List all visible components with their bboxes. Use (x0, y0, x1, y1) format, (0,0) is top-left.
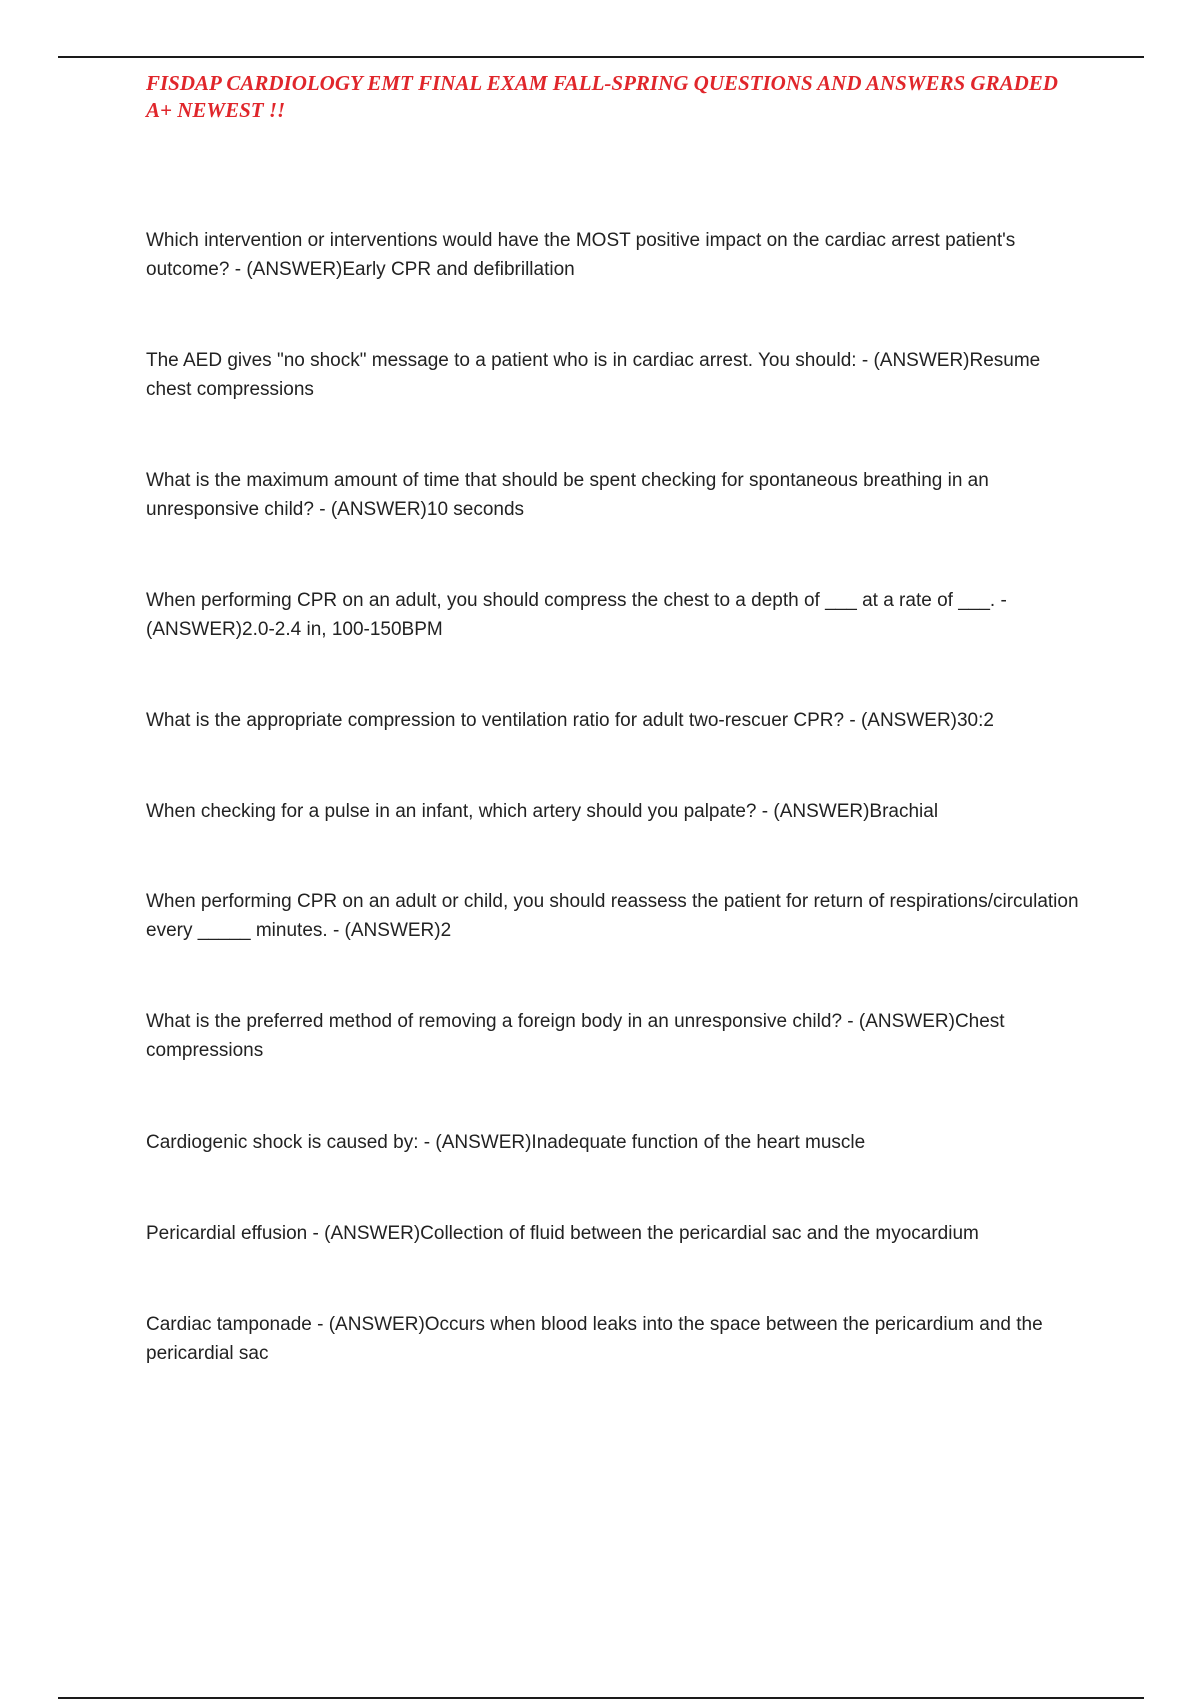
question-text: What is the maximum amount of time that should be spent checking for spontaneous breathing in an unresponsive child? - (146, 470, 989, 520)
qa-item-10 (146, 1219, 1086, 1248)
answer-text: (ANSWER)Occurs when blood leaks into the space between the pericardium and the pericardial sac (146, 1314, 1043, 1364)
top-rule (58, 56, 1144, 58)
question-text: When performing CPR on an adult, you should compress the chest to a depth of ___ at a rate of ___. - (146, 590, 1007, 611)
qa-item-3 (146, 466, 1086, 524)
question-text: Cardiogenic shock is caused by: - (146, 1132, 436, 1153)
question-text: The AED gives "no shock" message to a patient who is in cardiac arrest. You should: - (146, 350, 874, 371)
bottom-rule (58, 1697, 1144, 1699)
question-text: Pericardial effusion - (146, 1223, 325, 1244)
answer-text: (ANSWER)2 (344, 920, 452, 941)
answer-text: (ANSWER)30:2 (860, 710, 994, 731)
question-text: When checking for a pulse in an infant, which artery should you palpate? - (146, 801, 774, 822)
question-text: Which intervention or interventions would have the MOST positive impact on the cardiac arrest patient's outcome? - (146, 230, 1016, 280)
question-text: What is the preferred method of removing a foreign body in an unresponsive child? - (146, 1011, 859, 1032)
qa-item-7 (146, 887, 1086, 945)
document-title: FISDAP CARDIOLOGY EMT FINAL EXAM FALL-SPRING QUESTIONS AND ANSWERS GRADED A+ NEWEST !! (146, 71, 1058, 122)
qa-item-6 (146, 797, 1086, 826)
qa-item-1 (146, 226, 1086, 284)
question-text: When performing CPR on an adult or child, you should reassess the patient for return of respirations/circulation every _____ minutes. - (146, 891, 1079, 941)
answer-text: (ANSWER)Inadequate function of the heart muscle (435, 1132, 866, 1153)
answer-text: (ANSWER)Brachial (773, 801, 939, 822)
answer-text: (ANSWER)2.0-2.4 in, 100-150BPM (146, 619, 443, 640)
question-text: Cardiac tamponade - (146, 1314, 329, 1335)
qa-item-11 (146, 1310, 1086, 1368)
answer-text: (ANSWER)Chest compressions (146, 1011, 1005, 1061)
qa-item-5 (146, 706, 1086, 735)
qa-item-4 (146, 586, 1086, 644)
answer-text: (ANSWER)10 seconds (330, 499, 525, 520)
qa-item-2 (146, 346, 1086, 404)
answer-text: (ANSWER)Resume chest compressions (146, 350, 1041, 400)
answer-text: (ANSWER)Early CPR and defibrillation (246, 259, 575, 280)
answer-text: (ANSWER)Collection of fluid between the pericardial sac and the myocardium (324, 1223, 979, 1244)
question-text: What is the appropriate compression to ventilation ratio for adult two-rescuer CPR? - (146, 710, 861, 731)
qa-item-9 (146, 1128, 1086, 1157)
qa-item-8 (146, 1007, 1086, 1065)
